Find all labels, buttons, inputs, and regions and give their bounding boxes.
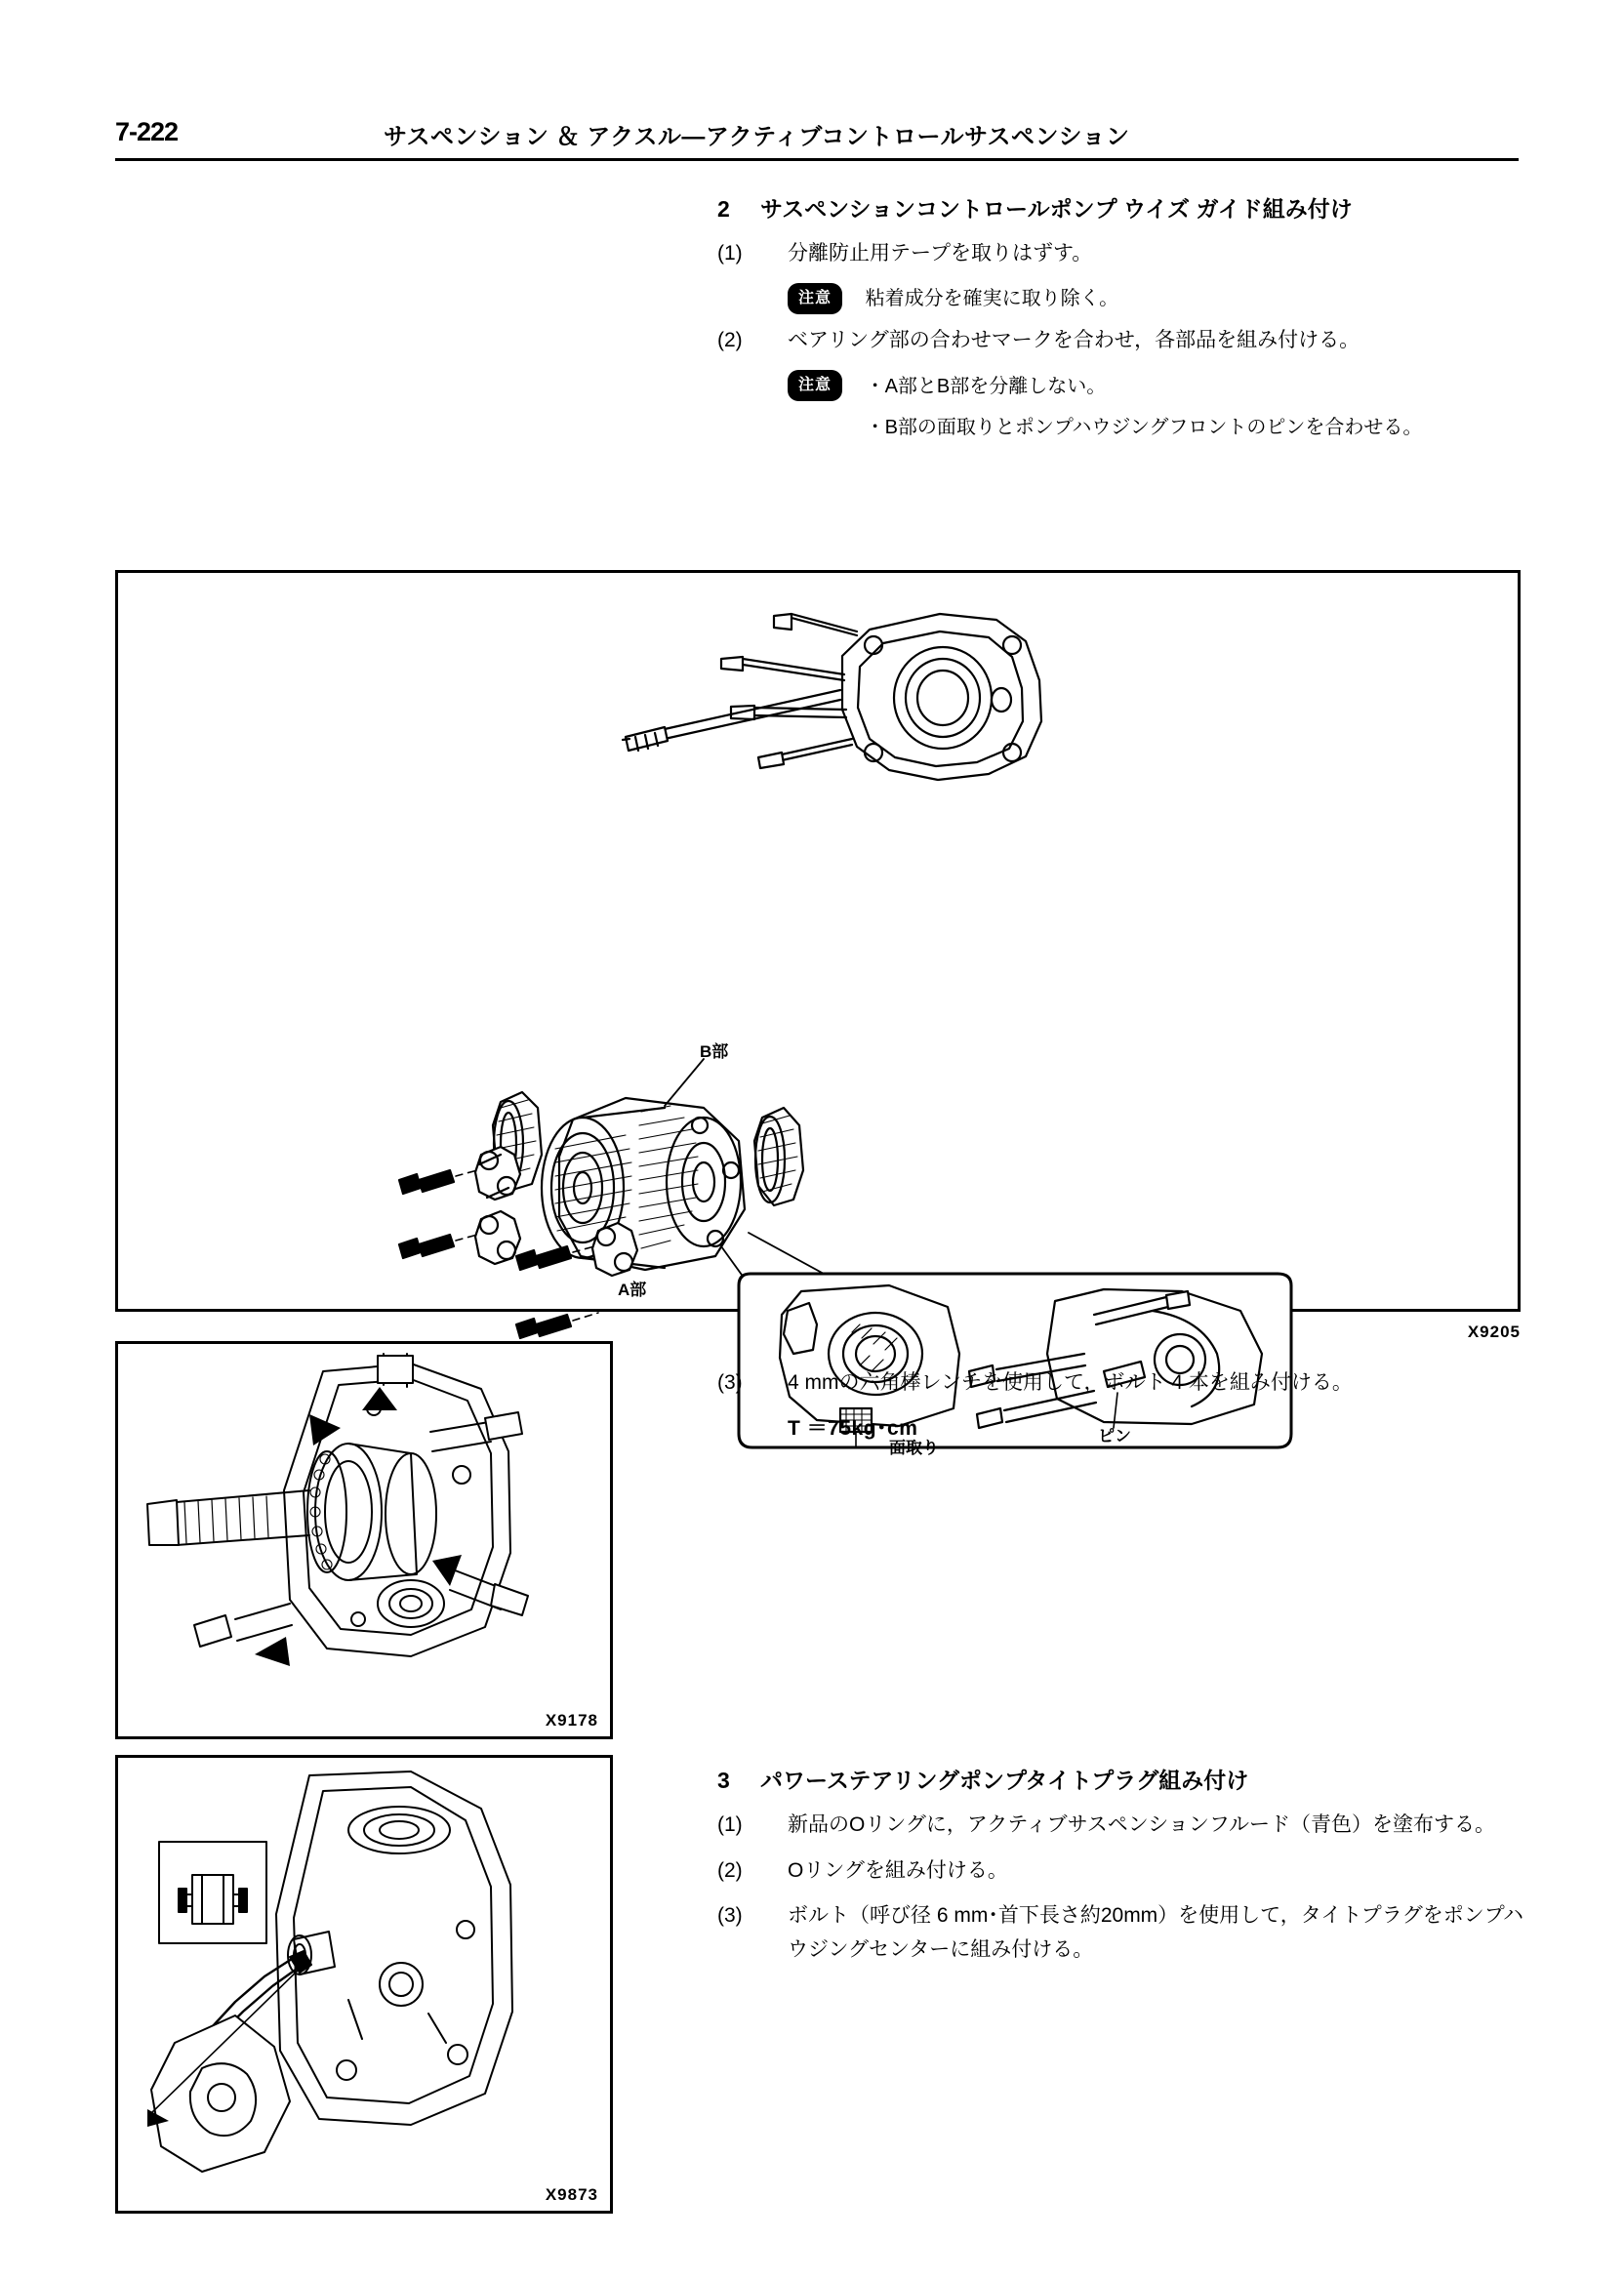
section-3-text [717, 1763, 1527, 1979]
section-3-number: 3 [717, 1768, 730, 1793]
step-text: 新品のOリングに，アクティブサスペンションフルード（青色）を塗布する。 [788, 1813, 1495, 1836]
caution-bullet-list [866, 370, 1423, 452]
figure-label-chamfer: 面取り [889, 1439, 939, 1457]
step-text: 4 mmの六角棒レンチを使用して，ボルト 4 本を組み付ける。 [788, 1371, 1353, 1394]
section-2-step-3 [717, 1366, 1527, 1401]
section-2-step-2 [717, 324, 1527, 358]
figure-x9178 [115, 1341, 613, 1739]
figure-code-x9178: X9178 [545, 1711, 598, 1730]
header-divider [115, 158, 1519, 161]
step-label: (2) [717, 329, 743, 352]
figure-code-x9873: X9873 [545, 2185, 598, 2204]
section-2-title: サスペンションコントロールポンプ ウイズ ガイド組み付け [760, 196, 1353, 222]
section-2-text [717, 191, 1527, 462]
section-2-heading [717, 191, 1527, 224]
torque-spec: T ＝75kg･cm [788, 1416, 918, 1440]
section-2-note-2 [788, 370, 1527, 452]
page-header [115, 109, 1521, 168]
step-label: (3) [717, 1904, 743, 1928]
section-3-step-2 [717, 1854, 1527, 1889]
step-label: (1) [717, 242, 743, 265]
figure-label-a-part: A部 [618, 1281, 647, 1299]
page-title: サスペンション ＆ アクスル―アクティブコントロールサスペンション [384, 124, 1130, 150]
caution-badge: 注意 [788, 283, 842, 315]
section-2-number: 2 [717, 196, 730, 222]
step-text: ボルト（呼び径 6 mm･首下長さ約20mm）を使用して，タイトプラグをポンプハウジングセンターに組み付ける。 [788, 1904, 1524, 1961]
step-text: 分離防止用テープを取りはずす。 [788, 242, 1093, 265]
caution-bullet-2: ・B部の面取りとポンプハウジングフロントのピンを合わせる。 [865, 416, 1423, 438]
figure-x9873 [115, 1755, 613, 2214]
caution-bullet-1: ・A部とB部を分離しない。 [865, 375, 1107, 397]
section-2-step-1 [717, 237, 1527, 271]
step-text: Oリングを組み付ける。 [788, 1858, 1008, 1882]
section-3-heading [717, 1763, 1527, 1795]
step-label: (1) [717, 1813, 743, 1836]
figure-x9178-illustration [118, 1344, 610, 1736]
figure-label-pin: ピン [1098, 1427, 1131, 1445]
section-3-title: パワーステアリングポンプタイトプラグ組み付け [760, 1768, 1249, 1793]
section-2-step-3-block [717, 1366, 1527, 1442]
caution-badge: 注意 [788, 370, 842, 402]
caution-text: 粘着成分を確実に取り除く。 [865, 287, 1119, 309]
figure-x9873-illustration [118, 1758, 610, 2211]
section-3-step-3 [717, 1899, 1527, 1967]
figure-label-b-part: B部 [700, 1042, 729, 1061]
step-text: ベアリング部の合わせマークを合わせ，各部品を組み付ける。 [788, 329, 1360, 352]
section-3-step-1 [717, 1809, 1527, 1843]
figure-code-x9205: X9205 [1467, 1323, 1521, 1341]
page-number: 7-222 [115, 117, 179, 146]
step-label: (2) [717, 1858, 743, 1882]
step-label: (3) [717, 1371, 743, 1394]
section-2-note-1 [788, 283, 1527, 315]
